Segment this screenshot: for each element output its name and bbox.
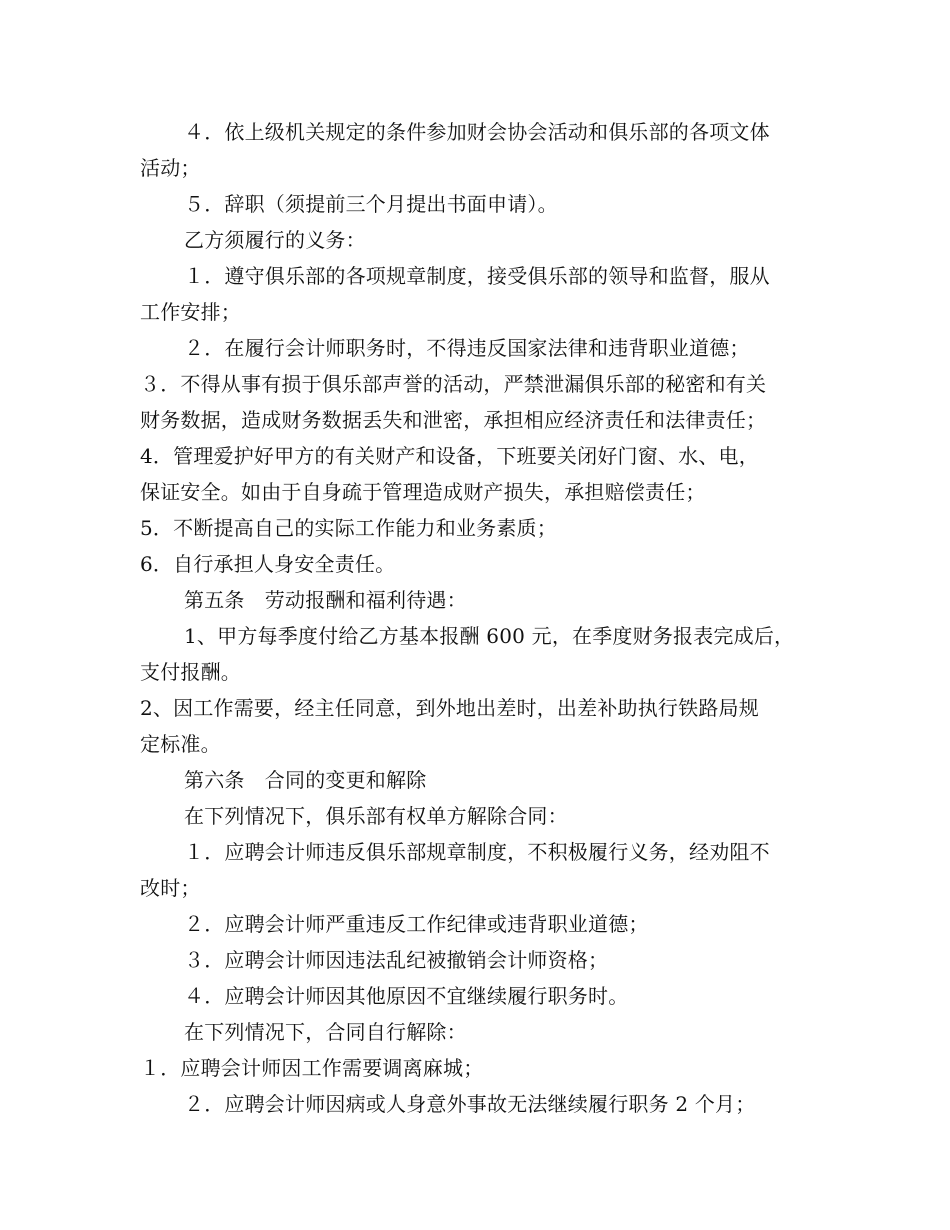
text-line: 工作安排；	[140, 300, 241, 324]
text-line: 财务数据，造成财务数据丢失和泄密，承担相应经济责任和法律责任；	[140, 408, 767, 432]
text-line: 2、因工作需要，经主任同意，到外地出差时，出差补助执行铁路局规	[140, 696, 759, 720]
text-line: ３．应聘会计师因违法乱纪被撤销会计师资格；	[184, 948, 609, 972]
text-line: 6．自行承担人身安全责任。	[140, 552, 396, 576]
text-line: 定标准。	[140, 732, 221, 756]
text-line: ２．应聘会计师严重违反工作纪律或违背职业道德；	[184, 912, 649, 936]
text-line: １．应聘会计师违反俱乐部规章制度，不积极履行义务，经劝阻不	[184, 840, 770, 864]
text-line: ４．应聘会计师因其他原因不宜继续履行职务时。	[184, 984, 629, 1008]
text-line: ４．依上级机关规定的条件参加财会协会活动和俱乐部的各项文体	[184, 120, 770, 144]
text-line: ５．辞职（须提前三个月提出书面申请）。	[184, 192, 558, 216]
text-line: 保证安全。如由于自身疏于管理造成财产损失，承担赔偿责任；	[140, 480, 706, 504]
section-heading: 第五条 劳动报酬和福利待遇：	[184, 588, 467, 612]
text-line: 在下列情况下，俱乐部有权单方解除合同：	[184, 804, 568, 828]
text-line: ２．在履行会计师职务时，不得违反国家法律和违背职业道德；	[184, 336, 750, 360]
text-line: 5．不断提高自己的实际工作能力和业务素质；	[140, 516, 557, 540]
text-line: ３．不得从事有损于俱乐部声誉的活动，严禁泄漏俱乐部的秘密和有关	[140, 372, 767, 396]
text-line: 在下列情况下，合同自行解除：	[184, 1020, 467, 1044]
text-line: 1、甲方每季度付给乙方基本报酬 600 元，在季度财务报表完成后，	[184, 624, 795, 648]
text-line: 改时；	[140, 876, 201, 900]
text-line: １．遵守俱乐部的各项规章制度，接受俱乐部的领导和监督，服从	[184, 264, 770, 288]
text-line: 乙方须履行的义务：	[184, 228, 366, 252]
text-line: ２．应聘会计师因病或人身意外事故无法继续履行职务 2 个月；	[184, 1092, 756, 1116]
text-line: 支付报酬。	[140, 660, 241, 684]
text-line: 4．管理爱护好甲方的有关财产和设备，下班要关闭好门窗、水、电，	[140, 444, 759, 468]
text-line: 活动；	[140, 156, 201, 180]
section-heading: 第六条 合同的变更和解除	[184, 768, 427, 792]
text-line: １．应聘会计师因工作需要调离麻城；	[140, 1056, 484, 1080]
